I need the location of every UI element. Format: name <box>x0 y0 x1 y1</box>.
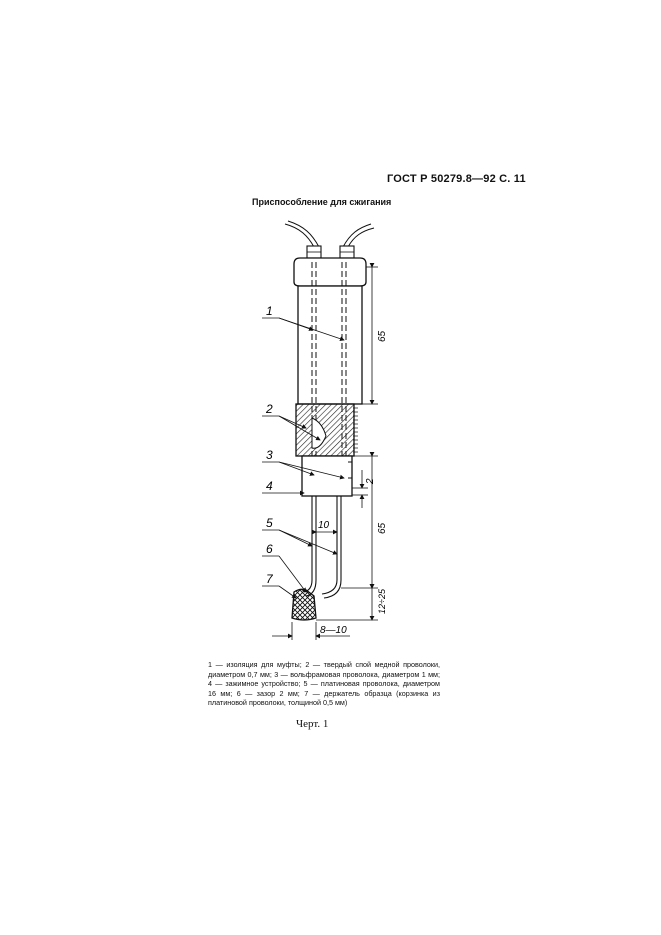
threaded-coupling <box>296 404 354 456</box>
standard-header: ГОСТ Р 50279.8—92 С. 11 <box>387 173 526 185</box>
caption-item-1: 1 — изоляция для муфты; <box>208 660 302 669</box>
dim-lower-length: 65 <box>377 522 388 534</box>
callout-3: 3 <box>266 448 273 462</box>
sample-basket <box>292 589 316 620</box>
dim-gap: 2 <box>365 478 376 484</box>
caption-item-4: 4 — зажимное устройство; <box>208 679 301 689</box>
callout-4: 4 <box>266 479 273 493</box>
callout-1: 1 <box>266 304 273 318</box>
dim-holder-range: 12÷25 <box>377 589 387 614</box>
figure-label: Черт. 1 <box>296 718 329 730</box>
callout-6: 6 <box>266 542 273 556</box>
figure-caption <box>208 660 440 708</box>
caption-item-2: 2 — твердый спой медной проволоки, диаметром 0,7 мм; <box>208 660 441 679</box>
caption-item-3: 3 — вольфрамовая проволока, диаметром 1 мм; <box>274 669 440 679</box>
dim-basket-width: 8—10 <box>320 625 347 636</box>
callout-2: 2 <box>266 402 273 416</box>
cables <box>285 221 374 247</box>
dim-upper-length: 65 <box>377 330 388 342</box>
caption-item-6: 6 — зазор 2 мм; <box>236 688 300 698</box>
caption-item-5: 5 — платиновая проволока, диаметром 16 мм; <box>208 679 440 698</box>
clamp-block <box>302 456 352 496</box>
dim-wire-spacing: 10 <box>318 520 330 531</box>
callout-5: 5 <box>266 516 273 530</box>
caption-item-7: 7 — держатель образца (корзинка из платиновой проволоки, толщиной 0,5 мм) <box>208 688 440 708</box>
upper-body <box>298 286 362 404</box>
callout-7: 7 <box>266 572 273 586</box>
upper-cap <box>294 258 366 286</box>
figure-title: Приспособление для сжигания <box>252 197 392 207</box>
